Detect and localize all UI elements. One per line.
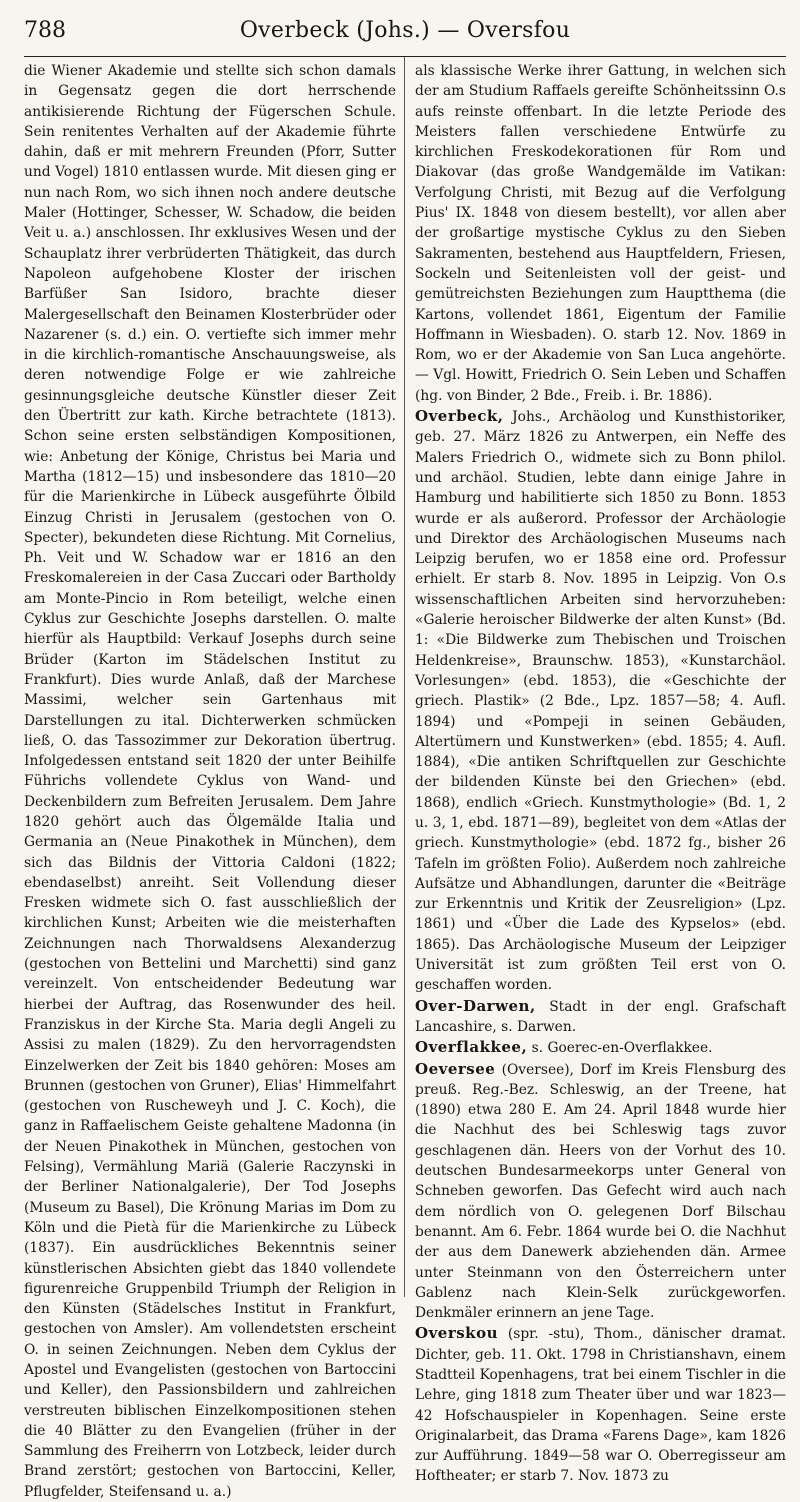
entry-headword: Overflakkee, (415, 1038, 528, 1057)
entry-text: Stadt in der engl. Grafschaft Lancashire, s. Darwen. (415, 998, 786, 1035)
entry-headword: Over-Darwen, (415, 996, 536, 1015)
entry-oeversee (415, 1059, 786, 1324)
text-columns (24, 57, 786, 1500)
continued-paragraph: die Wiener Akademie und stellte sich schon damals in Gegensatz gegen die dort herrschende antikisierende Richtung der Fügerschen Schule. Sein renitentes Verhalten auf der Akademie führte dahin, daß er mit mehrern Freunden (Pforr, Sutter und Vogel) 1810 entlassen wurde. Mit diesen ging er nun nach Rom, wo sich ihnen noch andere deutsche Maler (Hottinger, Schesser, W. Schadow, die beiden Veit u. a.) anschlossen. Ihr exklusives Wesen und der Schauplatz ihrer verbrüderten Thätigkeit, das durch Napoleon aufgehobene Kloster der irischen Barfüßer San Isidoro, brachte dieser Malergesellschaft den Beinamen Klosterbrüder oder Nazarener (s. d.) ein. O. vertiefte sich immer mehr in die kirchlich-romantische Anschauungsweise, als deren notwendige Folge er wie zahlreiche gesinnungsgleiche deutsche Künstler dieser Zeit den Übertritt zur kath. Kirche betrachtete (1813). Schon seine ersten selbständigen Kompositionen, wie: Anbetung der Könige, Christus bei Maria und Martha (1812—15) und insbesondere das 1810—20 für die Marienkirche in Lübeck ausgeführte Ölbild Einzug Christi in Jerusalem (gestochen von O. Specter), bekundeten diese Richtung. Mit Cornelius, Ph. Veit und W. Schadow war er 1816 an den Freskomalereien in der Casa Zuccari oder Bartholdy am Monte-Pincio in Rom beteiligt, welche einen Cyklus zur Geschichte Josephs darstellen. O. malte hierfür als Hauptbild: Verkauf Josephs durch seine Brüder (Karton im Städelschen Institut zu Frankfurt). Dies wurde Anlaß, daß der Marchese Massimi, welcher sein Gartenhaus mit Darstellungen zu ital. Dichterwerken schmücken ließ, O. das Tassozimmer zur Dekoration übertrug. Infolgedessen entstand seit 1820 der unter Beihilfe Führichs vollendete Cyklus von Wand- und Deckenbildern zum Befreiten Jerusalem. Dem Jahre 1820 gehört auch das Ölgemälde Italia und Germania an (Neue Pinakothek in München), dem sich das Bildnis der Vittoria Caldoni (1822; ebendaselbst) anreiht. Seit Vollendung dieser Fresken widmete sich O. fast ausschließlich der kirchlichen Kunst; Arbeiten wie die meisterhaften Zeichnungen nach Thorwaldsens Alexanderzug (gestochen von Bettelini und Marchetti) sind ganz vereinzelt. Von entscheidender Bedeutung war hierbei der Auftrag, das Rosenwunder des heil. Franziskus in der Kirche Sta. Maria degli Angeli zu Assisi zu malen (1829). Zu den hervorragendsten Einzelwerken der Zeit bis 1840 gehören: Moses am Brunnen (gestochen von Gruner), Elias' Himmelfahrt (gestochen von Ruscheweyh und J. C. Koch), die ganz in Raffaelischem Geiste gehaltene Madonna (in der Neuen Pinakothek in München, gestochen von Felsing), Vermählung Mariä (Galerie Raczynski in der Berliner Nationalgalerie), Der Tod Josephs (Museum zu Basel), Die Krönung Marias im Dom zu Köln und die Pietà für die Marienkirche zu Lübeck (1837). Ein ausdrückliches Bekenntnis seiner künstlerischen Absichten giebt das 1840 vollendete figurenreiche Gruppenbild Triumph der Religion in den Künsten (Städelsches Institut in Frankfurt, gestochen von Amsler). Am vollendetsten erscheint O. in seinen Zeichnungen. Neben dem Cyklus der Apostel und Evangelisten (gestochen von Bartoccini und Keller), den Passionsbildern und zahlreichen verstreuten biblischen Einzelkompositionen stehen die 40 Blätter zu den Evangelien (früher in der Sammlung des Freiherrn von Lotzbeck, leider durch Brand zerstört; gestochen von Bartoccini, Keller, Pflugfelder, Steifensand u. a.) (24, 63, 396, 1500)
right-column (405, 57, 786, 1485)
entry-overskou (415, 1323, 786, 1486)
entry-text: (Oversee), Dorf im Kreis Flensburg des preuß. Reg.-Bez. Schleswig, an der Treene, hat (1890) etwa 280 E. Am 24. April 1848 wurde hier die Nachhut des bei Schleswig tags zuvor geschlagenen dän. Heers von der Vorhut des 10. deutschen Bundesarmeekorps unter General von Schneben geworfen. Das Gefecht wird auch nach dem nördlich von O. gelegenen Dorf Bilschau benannt. Am 6. Febr. 1864 wurde bei O. die Nachhut der aus dem Danewerk abziehenden dän. Armee unter Steinmann von den Österreichern unter Gablenz nach Klein-Selk zurückgeworfen. Denkmäler erinnern an jene Tage. (415, 1061, 786, 1322)
running-title: Overbeck (Johs.) — Oversfou (239, 18, 571, 43)
entry-headword: Overskou (415, 1324, 498, 1343)
entry-overflakkee (415, 1037, 786, 1058)
entry-text: (spr. -stu), Thom., dänischer dramat. Dichter, geb. 11. Okt. 1798 in Christianshavn, einem Stadtteil Kopenhagens, trat bei einem Tischler in die Lehre, ging 1818 zum Theater über und war 1823—42 Hofschauspieler in Kopenhagen. Seine erste Originalarbeit, das Drama «Farens Dage», kam 1826 zur Aufführung. 1849—58 war O. Oberregisseur am Hoftheater; er starb 7. Nov. 1873 zu (415, 1326, 786, 1485)
entry-text: s. Goerec-en-Overflakkee. (527, 1040, 713, 1057)
entry-headword: Oeversee (415, 1059, 496, 1078)
page-header (24, 12, 786, 57)
entry-headword: Overbeck, (415, 407, 504, 426)
entry-over-darwen (415, 996, 786, 1038)
entry-text: Johs., Archäolog und Kunsthistoriker, geb. 27. März 1826 zu Antwerpen, ein Neffe des Malers Friedrich O., widmete sich zu Bonn philol. und archäol. Studien, lebte dann einige Jahre in Hamburg und habilitierte sich 1850 zu Bonn. 1853 wurde er als außerord. Professor der Archäologie und Direktor des Archäologischen Museums nach Leipzig berufen, wo er 1858 eine ord. Professur erhielt. Er starb 8. Nov. 1895 in Leipzig. Von O.s wissenschaftlichen Arbeiten sind hervorzuheben: «Galerie heroischer Bildwerke der alten Kunst» (Bd. 1: «Die Bildwerke zum Thebischen und Troischen Heldenkreise», Braunschw. 1853), «Kunstarchäol. Vorlesungen» (ebd. 1853), die «Geschichte der griech. Plastik» (2 Bde., Lpz. 1857—58; 4. Aufl. 1894) und «Pompeji in seinen Gebäuden, Altertümern und Kunstwerken» (ebd. 1855; 4. Aufl. 1884), «Die antiken Schriftquellen zur Geschichte der bildenden Künste bei den Griechen» (ebd. 1868), endlich «Griech. Kunstmythologie» (Bd. 1, 2 u. 3, 1, ebd. 1871—89), begleitet von dem «Atlas der griech. Kunstmythologie» (ebd. 1872 fg., bisher 26 Tafeln im größten Folio). Außerdem noch zahlreiche Aufsätze und Abhandlungen, darunter die «Beiträge zur Erkenntnis und Kritik der Zeusreligion» (Lpz. 1861) und «Über die Lade des Kypselos» (ebd. 1865). Das Archäologische Museum der Leipziger Universität ist zum größten Teil erst von O. geschaffen worden. (415, 409, 786, 994)
page-number: 788 (24, 18, 66, 43)
continued-paragraph: als klassische Werke ihrer Gattung, in welchen sich der am Studium Raffaels gereifte Schönheitssinn O.s aufs reinste offenbart. In die letzte Periode des Meisters fallen verschiedene Entwürfe zu kirchlichen Freskodekorationen für Rom und Diakovar (das große Wandgemälde im Vatikan: Verfolgung Christi, mit Bezug auf die Verfolgung Pius' IX. 1848 von diesem bestellt), vor allen aber der großartige mystische Cyklus zu den Sieben Sakramenten, bestehend aus Hauptfeldern, Friesen, Sockeln und Seitenleisten voll der geist- und gemütreichsten Beziehungen zum Hauptthema (die Kartons, vollendet 1861, Eigentum der Familie Hoffmann in Wiesbaden). O. starb 12. Nov. 1869 in Rom, wo er der Akademie von San Luca angehörte. — Vgl. Howitt, Friedrich O. Sein Leben und Schaffen (hg. von Binder, 2 Bde., Freib. i. Br. 1886). (415, 63, 786, 404)
left-column (24, 57, 405, 1500)
entry-overbeck (415, 406, 786, 996)
